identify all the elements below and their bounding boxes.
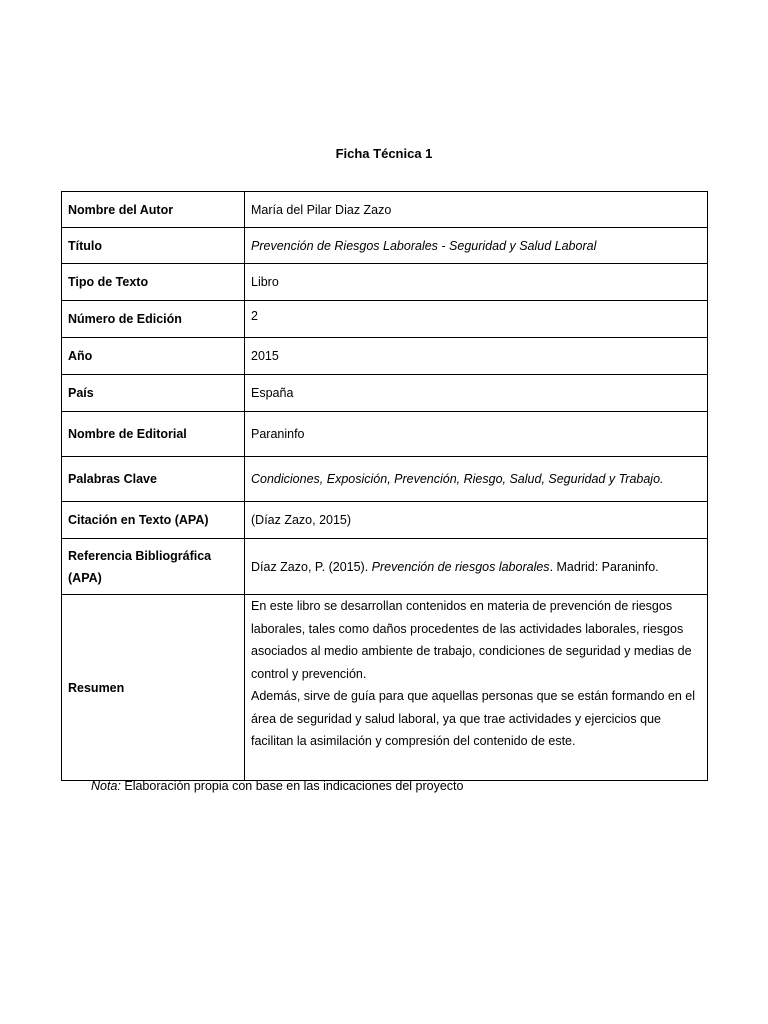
row-value-reference (245, 539, 708, 595)
reference-book-title: Prevención de riesgos laborales (371, 559, 550, 574)
row-label-citation: Citación en Texto (APA) (62, 502, 245, 539)
document-title: Ficha Técnica 1 (335, 146, 433, 161)
table-row (62, 338, 708, 375)
row-label-author: Nombre del Autor (62, 192, 245, 228)
reference-suffix: . Madrid: Paraninfo. (549, 559, 659, 574)
table-row (62, 301, 708, 338)
row-label-edition: Número de Edición (62, 301, 245, 338)
row-value-year: 2015 (245, 338, 708, 375)
summary-paragraph-1: En este libro se desarrollan contenidos en materia de prevención de riesgos laborales, tales como daños procedentes de las actividades laborales, riesgos asociados al medio ambiente de trabajo, condiciones de seguridad y medias de control y prevención. (251, 599, 692, 681)
row-label-summary: Resumen (62, 595, 245, 781)
reference-prefix: Díaz Zazo, P. (2015). (251, 559, 372, 574)
row-label-year: Año (62, 338, 245, 375)
row-value-citation: (Díaz Zazo, 2015) (245, 502, 708, 539)
table-row (62, 539, 708, 595)
table-note (91, 779, 463, 793)
row-value-title: Prevención de Riesgos Laborales - Seguridad y Salud Laboral (245, 228, 708, 264)
row-label-reference: Referencia Bibliográfica (APA) (62, 539, 245, 595)
row-value-author: María del Pilar Diaz Zazo (245, 192, 708, 228)
summary-paragraph-2: Además, sirve de guía para que aquellas personas que se están formando en el área de seguridad y salud laboral, ya que trae actividades y ejercicios que facilitan la asimilación y compresión del contenido de este. (251, 689, 696, 748)
table-row (62, 457, 708, 502)
note-label: Nota: (91, 779, 121, 793)
table-row (62, 595, 708, 781)
table-row (62, 192, 708, 228)
table-row (62, 375, 708, 412)
row-value-text-type: Libro (245, 264, 708, 301)
technical-sheet-table (61, 191, 708, 781)
row-label-country: País (62, 375, 245, 412)
row-value-summary (245, 595, 708, 781)
row-label-text-type: Tipo de Texto (62, 264, 245, 301)
row-value-edition: 2 (245, 301, 708, 338)
row-label-keywords: Palabras Clave (62, 457, 245, 502)
row-label-title: Título (62, 228, 245, 264)
note-text: Elaboración propia con base en las indicaciones del proyecto (120, 779, 464, 793)
row-value-publisher: Paraninfo (245, 412, 708, 457)
table-row (62, 412, 708, 457)
row-value-country: España (245, 375, 708, 412)
table-row (62, 502, 708, 539)
table-row (62, 228, 708, 264)
row-label-publisher: Nombre de Editorial (62, 412, 245, 457)
row-value-keywords: Condiciones, Exposición, Prevención, Riesgo, Salud, Seguridad y Trabajo. (245, 457, 708, 502)
table-row (62, 264, 708, 301)
